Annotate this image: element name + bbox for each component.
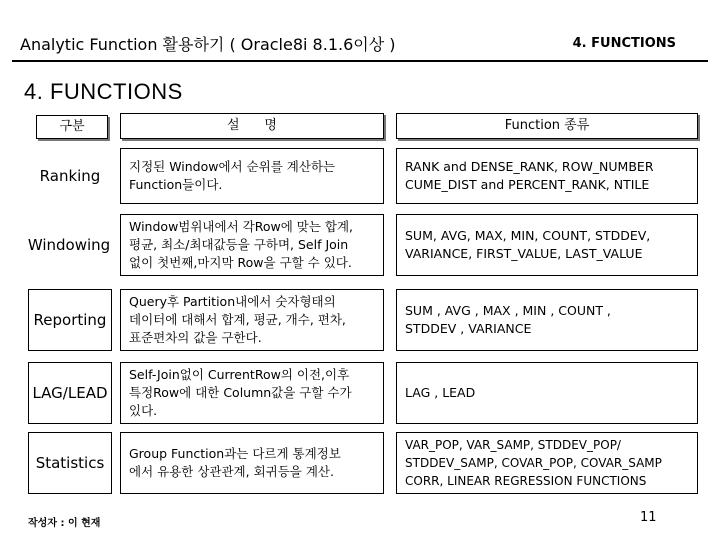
- description-line: 지정된 Window에서 순위를 계산하는: [129, 159, 336, 174]
- header-divider: [12, 60, 708, 62]
- function-line: CUME_DIST and PERCENT_RANK, NTILE: [405, 177, 650, 192]
- row-category-statistics: [28, 432, 112, 494]
- slide-header-title: Analytic Function 활용하기 ( Oracle8i 8.1.6이상 ): [20, 35, 396, 54]
- slide-header-section: 4. FUNCTIONS: [572, 36, 676, 51]
- description-line: 평균, 최소/최대값등을 구하며, Self Join: [129, 237, 349, 252]
- column-header-description: [120, 113, 384, 139]
- footer-author: 작성자 : 이 현재: [28, 518, 101, 529]
- description-line: 없이 첫번째,마지막 Row을 구할 수 있다.: [129, 255, 352, 270]
- row-category-label: Reporting: [33, 311, 107, 329]
- row-description-ranking: [120, 148, 384, 204]
- row-description-statistics: [120, 432, 384, 494]
- column-header-functions-label: Function 종류: [504, 118, 590, 133]
- column-header-category: [36, 115, 108, 139]
- description-line: 특정Row에 대한 Column값을 구할 수가: [129, 385, 352, 400]
- function-line: STDDEV , VARIANCE: [405, 321, 532, 336]
- row-category-label: Windowing: [27, 236, 111, 254]
- function-line: SUM , AVG , MAX , MIN , COUNT ,: [405, 303, 611, 318]
- function-line: CORR, LINEAR REGRESSION FUNCTIONS: [405, 474, 647, 488]
- row-category-ranking: [28, 148, 112, 204]
- description-line: Group Function과는 다르게 통계정보: [129, 446, 341, 461]
- description-line: 표준편차의 값을 구한다.: [129, 330, 262, 345]
- column-header-description-label: 설 명: [227, 118, 277, 133]
- row-category-lag-lead: [28, 362, 112, 424]
- column-header-functions: [396, 113, 698, 139]
- row-functions-statistics: [396, 432, 698, 494]
- row-functions-ranking: [396, 148, 698, 204]
- function-line: VARIANCE, FIRST_VALUE, LAST_VALUE: [405, 246, 643, 261]
- row-category-label: LAG/LEAD: [32, 384, 108, 402]
- row-category-label: Statistics: [35, 454, 105, 472]
- row-functions-lag-lead: [396, 362, 698, 424]
- row-functions-windowing: [396, 214, 698, 276]
- row-category-windowing: [24, 214, 114, 276]
- description-line: 데이터에 대해서 합계, 평균, 개수, 편차,: [129, 312, 346, 327]
- row-description-lag-lead: [120, 362, 384, 424]
- description-line: Query후 Partition내에서 숫자형태의: [129, 294, 336, 309]
- section-title: 4. FUNCTIONS: [24, 79, 183, 104]
- description-line: Self-Join없이 CurrentRow의 이전,이후: [129, 367, 350, 382]
- function-line: STDDEV_SAMP, COVAR_POP, COVAR_SAMP: [405, 456, 662, 470]
- description-line: 있다.: [129, 403, 158, 418]
- row-description-windowing: [120, 214, 384, 276]
- function-line: VAR_POP, VAR_SAMP, STDDEV_POP/: [405, 438, 621, 452]
- description-line: 에서 유용한 상관관계, 회귀등을 계산.: [129, 464, 334, 479]
- row-category-label: Ranking: [39, 167, 101, 185]
- row-functions-reporting: [396, 289, 698, 351]
- description-line: Window범위내에서 각Row에 맞는 합계,: [129, 219, 353, 234]
- function-line: LAG , LEAD: [405, 385, 476, 400]
- page-number: 11: [640, 510, 657, 525]
- description-line: Function들이다.: [129, 177, 223, 192]
- function-line: SUM, AVG, MAX, MIN, COUNT, STDDEV,: [405, 228, 651, 243]
- function-line: RANK and DENSE_RANK, ROW_NUMBER: [405, 159, 654, 174]
- row-description-reporting: [120, 289, 384, 351]
- row-category-reporting: [28, 289, 112, 351]
- column-header-category-label: 구분: [59, 119, 85, 134]
